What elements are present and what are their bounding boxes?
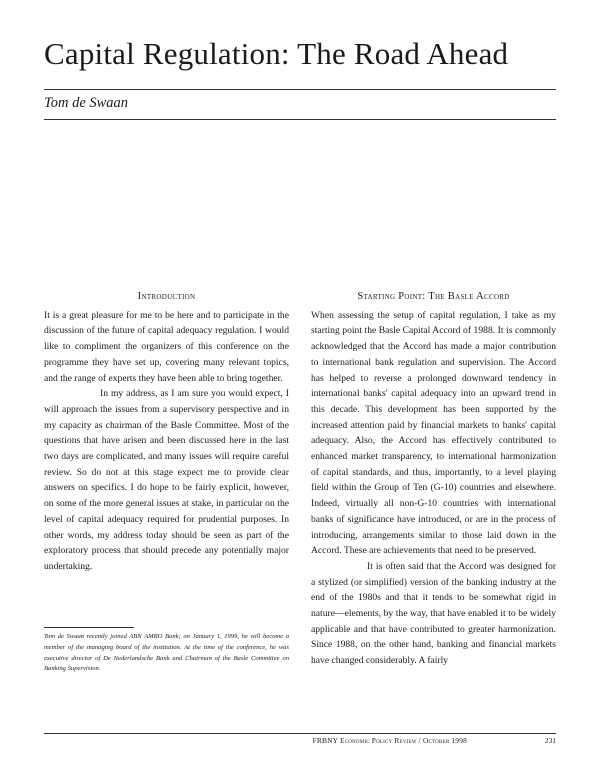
running-footer: FRBNY Economic Policy Review / October 1998 <box>312 736 467 745</box>
accord-paragraph-2: It is often said that the Accord was designed for a stylized (or simplified) version of the banking industry at the end of the 1980s and that it tends to be somewhat rigid in nature—elements, by the way, that have enabled it to be widely applicable and that have contributed to greater harmonization. Since 1988, on the other hand, banking and financial markets have changed considerably. A fairly <box>311 560 556 667</box>
right-column <box>311 289 556 669</box>
intro-paragraph-2: In my address, as I am sure you would expect, I will approach the issues from a supervisory perspective and in my capacity as chairman of the Basle Committee. Most of the questions that have arisen and been discussed here in the last two days are complicated, and many issues will require careful review. So do not at this stage expect me to provide clear answers on specifics. I do hope to be fairly explicit, however, on some of the more general issues at stake, in particular on the level of capital adequacy required for prudential purposes. In other words, my address today should be seen as part of the exploratory process that should precede any potentially major undertaking. <box>44 388 289 572</box>
page-title: Capital Regulation: The Road Ahead <box>44 36 509 71</box>
page-number: 231 <box>544 736 556 745</box>
author-footnote: Tom de Swaan recently joined ABN AMRO Bank; on January 1, 1999, he will become a member of the managing board of the institution. At the time of the conference, he was executive director of De Nederlandsche Bank and Chairman of the Basle Committee on Banking Supervision. <box>44 633 289 673</box>
intro-paragraph-1: It is a great pleasure for me to be here and to participate in the discussion of the future of capital adequacy regulation. I would like to compliment the organizers of this conference on the programme they have set up, covering many relevant topics, and the range of experts they have been able to bring together. <box>44 309 289 384</box>
section-heading-introduction: Introduction <box>137 291 196 302</box>
accord-paragraph-1: When assessing the setup of capital regulation, I take as my starting point the Basle Capital Accord of 1988. It is commonly acknowledged that the Accord has made a major contribution to international bank regulation and supervision. The Accord has helped to reverse a prolonged downward tendency in international banks' capital adequacy into an upward trend in this decade. This development has been supported by the increased attention paid by financial markets to banks' capital adequacy. Also, the Accord has effectively contributed to enhanced market transparency, to international harmonization of capital standards, and thus, importantly, to a level playing field within the Group of Ten (G-10) countries and elsewhere. Indeed, virtually all non-G-10 countries with international banks of significance have introduced, or are in the process of introducing, arrangements similar to those laid down in the Accord. These are achievements that need to be preserved. <box>311 309 556 557</box>
author-rule <box>44 119 556 120</box>
title-rule <box>44 89 556 90</box>
left-column <box>44 289 289 575</box>
author-name: Tom de Swaan <box>44 95 129 111</box>
section-heading-starting-point: Starting Point: The Basle Accord <box>357 291 510 302</box>
footnote-rule <box>44 627 134 628</box>
footer-rule <box>44 733 556 734</box>
